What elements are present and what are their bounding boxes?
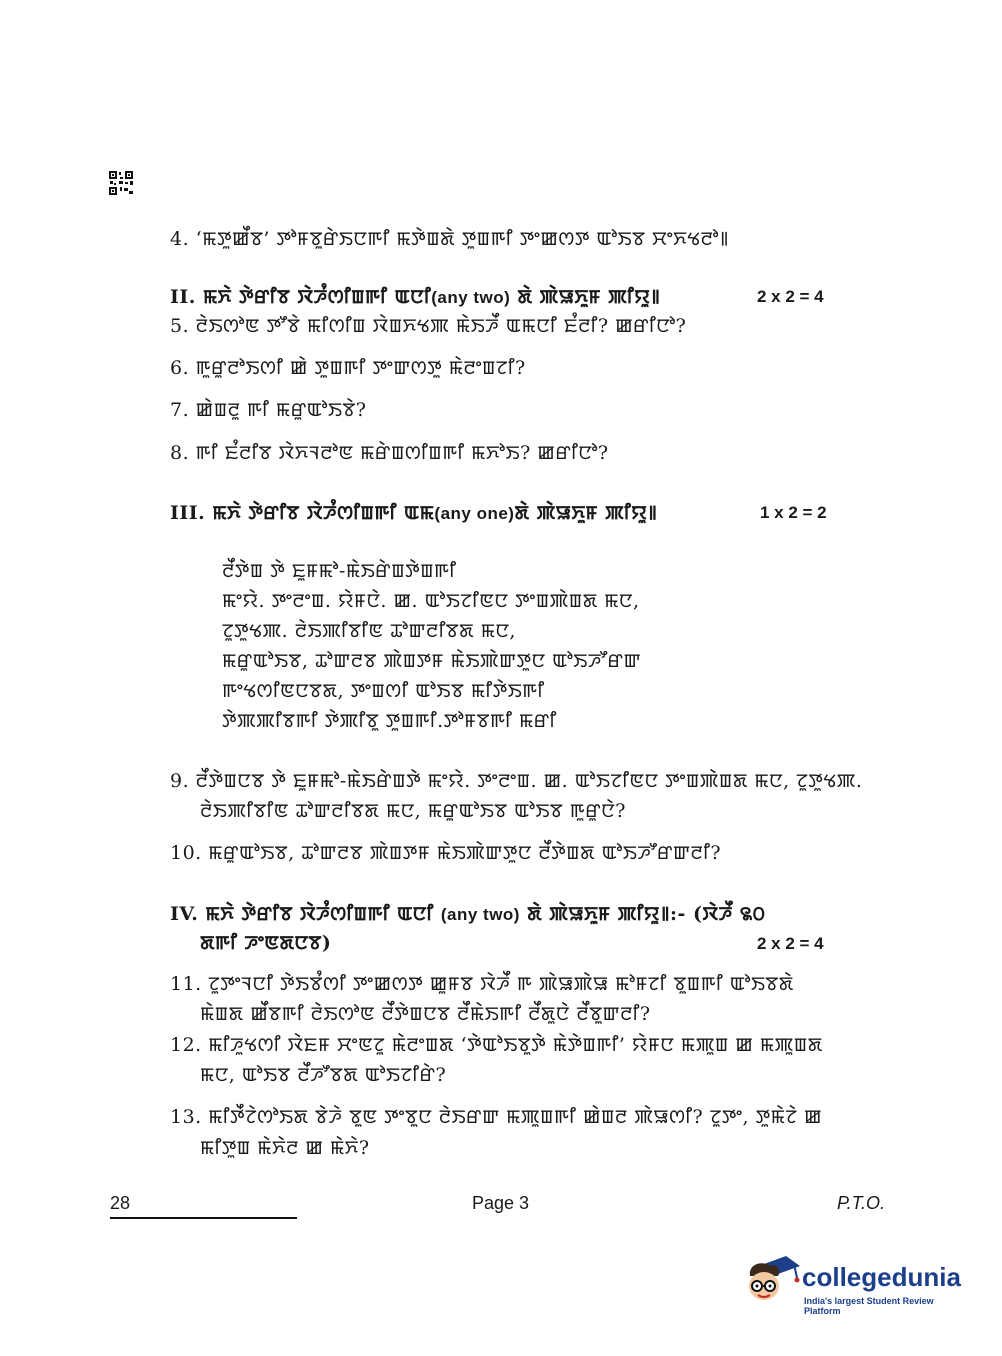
poem-line: ꯃꯦꯌꯥ. ꯇꯦꯂꯦꯡ. ꯌꯥꯝꯅꯥ. ꯀ. ꯑꯣꯏꯖꯤꯟꯅ ꯇꯦꯡꯄꯥꯡꯗ ꯃꯅ, — [222, 590, 640, 612]
section-3-heading-rest: ꯗꯥ ꯄꯥꯎꯈꯨꯝ ꯄꯤꯌꯨ꯫ — [514, 502, 658, 524]
section-3-heading — [170, 500, 657, 526]
section-4-heading-text: IV. ꯃꯈꯥ ꯇꯥꯔꯤꯕ ꯋꯥꯍꯪꯁꯤꯡꯒꯤ ꯑꯅꯤ — [170, 903, 434, 925]
poem-line: ꯒꯦꯠꯁꯤꯟꯅꯕꯗ, ꯇꯦꯡꯁꯤ ꯑꯣꯏꯕ ꯃꯤꯇꯥꯏꯒꯤ — [222, 680, 545, 702]
section-4-marks: 2 x 2 = 4 — [757, 934, 824, 953]
poem-line: ꯃꯔꯨꯑꯣꯏꯕ, ꯊꯣꯛꯂꯕ ꯄꯥꯡꯇꯝ ꯃꯥꯏꯄꯥꯛꯇꯨꯅ ꯑꯣꯏꯍꯧꯔꯛ — [222, 650, 642, 672]
poem-line: ꯇꯥꯄꯄꯤꯕꯒꯤ ꯇꯥꯄꯤꯕꯨ ꯇꯨꯡꯒꯤ.ꯇꯣꯝꯕꯒꯤ ꯃꯔꯤ — [222, 710, 557, 732]
section-2-marks: 2 x 2 = 4 — [757, 287, 824, 306]
question-8: 8. ꯒꯤ ꯐꯪꯂꯤꯕ ꯋꯥꯈꯜꯂꯣꯟ ꯃꯔꯥꯡꯁꯤꯡꯒꯤ ꯃꯈꯣꯏ? ꯀꯔꯤꯅꯣ? — [170, 442, 609, 464]
poem-excerpt — [222, 556, 641, 736]
question-9-line-1: 9. ꯂꯩꯇꯥꯡꯅꯕ ꯇꯥ ꯐꯨꯝꯃꯣ-ꯃꯥꯏꯔꯥꯡꯇꯥ ꯃꯦꯌꯥ. ꯇꯦꯂꯦꯡ. ꯀ. ꯑꯣꯏꯖꯤꯟꯅ ꯇꯦꯡꯄꯥꯡꯗ ꯃꯅ, ꯖꯨꯇꯨꯠꯄ. — [170, 770, 863, 792]
section-3-heading-text: III. ꯃꯈꯥ ꯇꯥꯔꯤꯕ ꯋꯥꯍꯪꯁꯤꯡꯒꯤ ꯑꯃ — [170, 502, 435, 524]
page-label: Page 3 — [472, 1193, 530, 1213]
collegedunia-brand: collegedunia — [802, 1262, 961, 1292]
question-7: 7. ꯀꯥꯡꯂꯨ ꯒꯤ ꯃꯔꯨꯑꯣꯏꯕꯥ? — [170, 399, 367, 421]
pto-label: P.T.O. — [837, 1193, 886, 1213]
question-11-line-1: 11. ꯖꯨꯇꯦꯜꯅꯤ ꯇꯥꯏꯕꯪꯁꯤ ꯇꯦꯀꯁꯇ ꯀꯨꯝꯕ ꯋꯥꯍꯩ ꯒ ꯄꯥꯎꯄꯥꯎ ꯃꯣꯝꯖꯤ ꯕꯨꯡꯒꯤ ꯑꯣꯏꯕꯗꯥ — [170, 973, 794, 995]
question-11-line-2: ꯃꯥꯡꯗ ꯀꯩꯕꯒꯤ ꯂꯥꯏꯁꯣꯟ ꯂꯩꯇꯥꯡꯅꯕ ꯂꯩꯃꯥꯏꯒꯤ ꯂꯩꯗꯨꯅꯥ ꯂꯩꯕꯨꯛꯂꯤ? — [200, 1003, 651, 1025]
section-4-heading-line-2: ꯗꯒꯤ ꯍꯦꯟꯗꯅꯕ) — [200, 932, 332, 954]
section-4-any-two: (any two) — [440, 905, 520, 924]
mascot-logo-icon — [742, 1252, 802, 1312]
question-13-line-2: ꯃꯤꯇꯨꯡ ꯃꯥꯈꯥꯂ ꯀ ꯃꯥꯈꯥ? — [200, 1137, 370, 1159]
page-number: 28 — [110, 1193, 131, 1213]
poem-line: ꯂꯩꯇꯥꯡ ꯇꯥ ꯐꯨꯝꯃꯣ-ꯃꯥꯏꯔꯥꯡꯇꯥꯡꯒꯤ — [222, 560, 457, 582]
qr-code-icon — [108, 170, 134, 196]
section-4-heading — [170, 901, 765, 927]
collegedunia-tagline: India's largest Student Review Platform — [804, 1296, 934, 1316]
question-12-line-2: ꯃꯅ, ꯑꯣꯏꯕ ꯂꯩꯍꯧꯕꯗ ꯑꯣꯏꯖꯤꯔꯥ? — [200, 1064, 447, 1086]
question-5: 5. ꯂꯥꯏꯁꯣꯟ ꯇꯧꯕꯥ ꯃꯤꯁꯤꯡ ꯋꯥꯡꯈꯠꯄ ꯃꯥꯏꯍꯩ ꯑꯃꯅꯤ ꯐꯪꯂꯤ? ꯀꯔꯤꯅꯣ? — [170, 315, 687, 337]
section-3-any-one: (any one) — [434, 504, 515, 523]
question-4: 4. ‘ꯃꯇꯨꯀꯩꯕ’ ꯇꯣꯝꯕꯨꯔꯥꯏꯅꯒꯤ ꯃꯇꯥꯡꯗꯥ ꯇꯨꯡꯒꯤ ꯇꯦꯀꯁꯇ ꯑꯣꯏꯕ ꯆꯦꯈꯠꯂꯣ꯫ — [170, 228, 730, 250]
section-2-any-two: (any two) — [431, 288, 511, 307]
poem-line: ꯖꯨꯇꯨꯠꯄ. ꯂꯥꯏꯄꯤꯕꯤꯟ ꯊꯣꯛꯂꯤꯕꯗ ꯃꯅ, — [222, 620, 516, 642]
footer-rule — [110, 1217, 297, 1219]
section-3-marks: 1 x 2 = 2 — [760, 503, 827, 522]
section-2-heading — [170, 284, 660, 310]
question-9-line-2: ꯂꯥꯏꯄꯤꯕꯤꯟ ꯊꯣꯛꯂꯤꯕꯗ ꯃꯅ, ꯃꯔꯨꯑꯣꯏꯕ ꯑꯣꯏꯕ ꯒꯨꯔꯨꯅꯥ? — [200, 800, 626, 822]
question-6: 6. ꯒꯨꯔꯨꯂꯣꯏꯁꯤ ꯀꯥ ꯇꯨꯡꯒꯤ ꯇꯦꯛꯁꯇꯨ ꯃꯥꯂꯦꯡꯖꯤ? — [170, 357, 526, 379]
section-2-heading-text: II. ꯃꯈꯥ ꯇꯥꯔꯤꯕ ꯋꯥꯍꯪꯁꯤꯡꯒꯤ ꯑꯅꯤ — [170, 286, 432, 308]
section-4-heading-rest: ꯗꯥ ꯄꯥꯎꯈꯨꯝ ꯄꯤꯌꯨ꯫:- (ꯋꯥꯍꯩ ꯲꯰ — [527, 903, 766, 925]
section-2-heading-rest: ꯗꯥ ꯄꯥꯎꯈꯨꯝ ꯄꯤꯌꯨ꯫ — [517, 286, 661, 308]
collegedunia-watermark — [742, 1252, 972, 1316]
question-10: 10. ꯃꯔꯨꯑꯣꯏꯕ, ꯊꯣꯛꯂꯕ ꯄꯥꯡꯇꯝ ꯃꯥꯏꯄꯥꯛꯇꯨꯅ ꯂꯩꯇꯥꯡꯗ ꯑꯣꯏꯍꯧꯔꯛꯂꯤ? — [170, 842, 722, 864]
question-12-line-1: 12. ꯃꯤꯍꯨꯠꯁꯤ ꯋꯥꯐꯝ ꯆꯦꯟꯖꯨ ꯃꯥꯂꯦꯡꯗ ‘ꯇꯥꯑꯣꯏꯕꯨꯇꯥ ꯃꯥꯇꯥꯡꯒꯤ’ ꯌꯥꯝꯅ ꯃꯄꯨꯡ ꯀ ꯃꯄꯨꯡꯗ — [170, 1034, 823, 1056]
question-13-line-1: 13. ꯃꯤꯇꯩꯖꯥꯁꯣꯏꯗ ꯕꯥꯍꯥ ꯕꯨꯟ ꯇꯦꯕꯨꯅ ꯂꯥꯏꯔꯛ ꯃꯄꯨꯡꯒꯤ ꯀꯥꯡꯂ ꯄꯥꯎꯁꯤ? ꯖꯨꯇꯦ, ꯇꯨꯃꯥꯖꯥ ꯀ — [170, 1106, 823, 1128]
